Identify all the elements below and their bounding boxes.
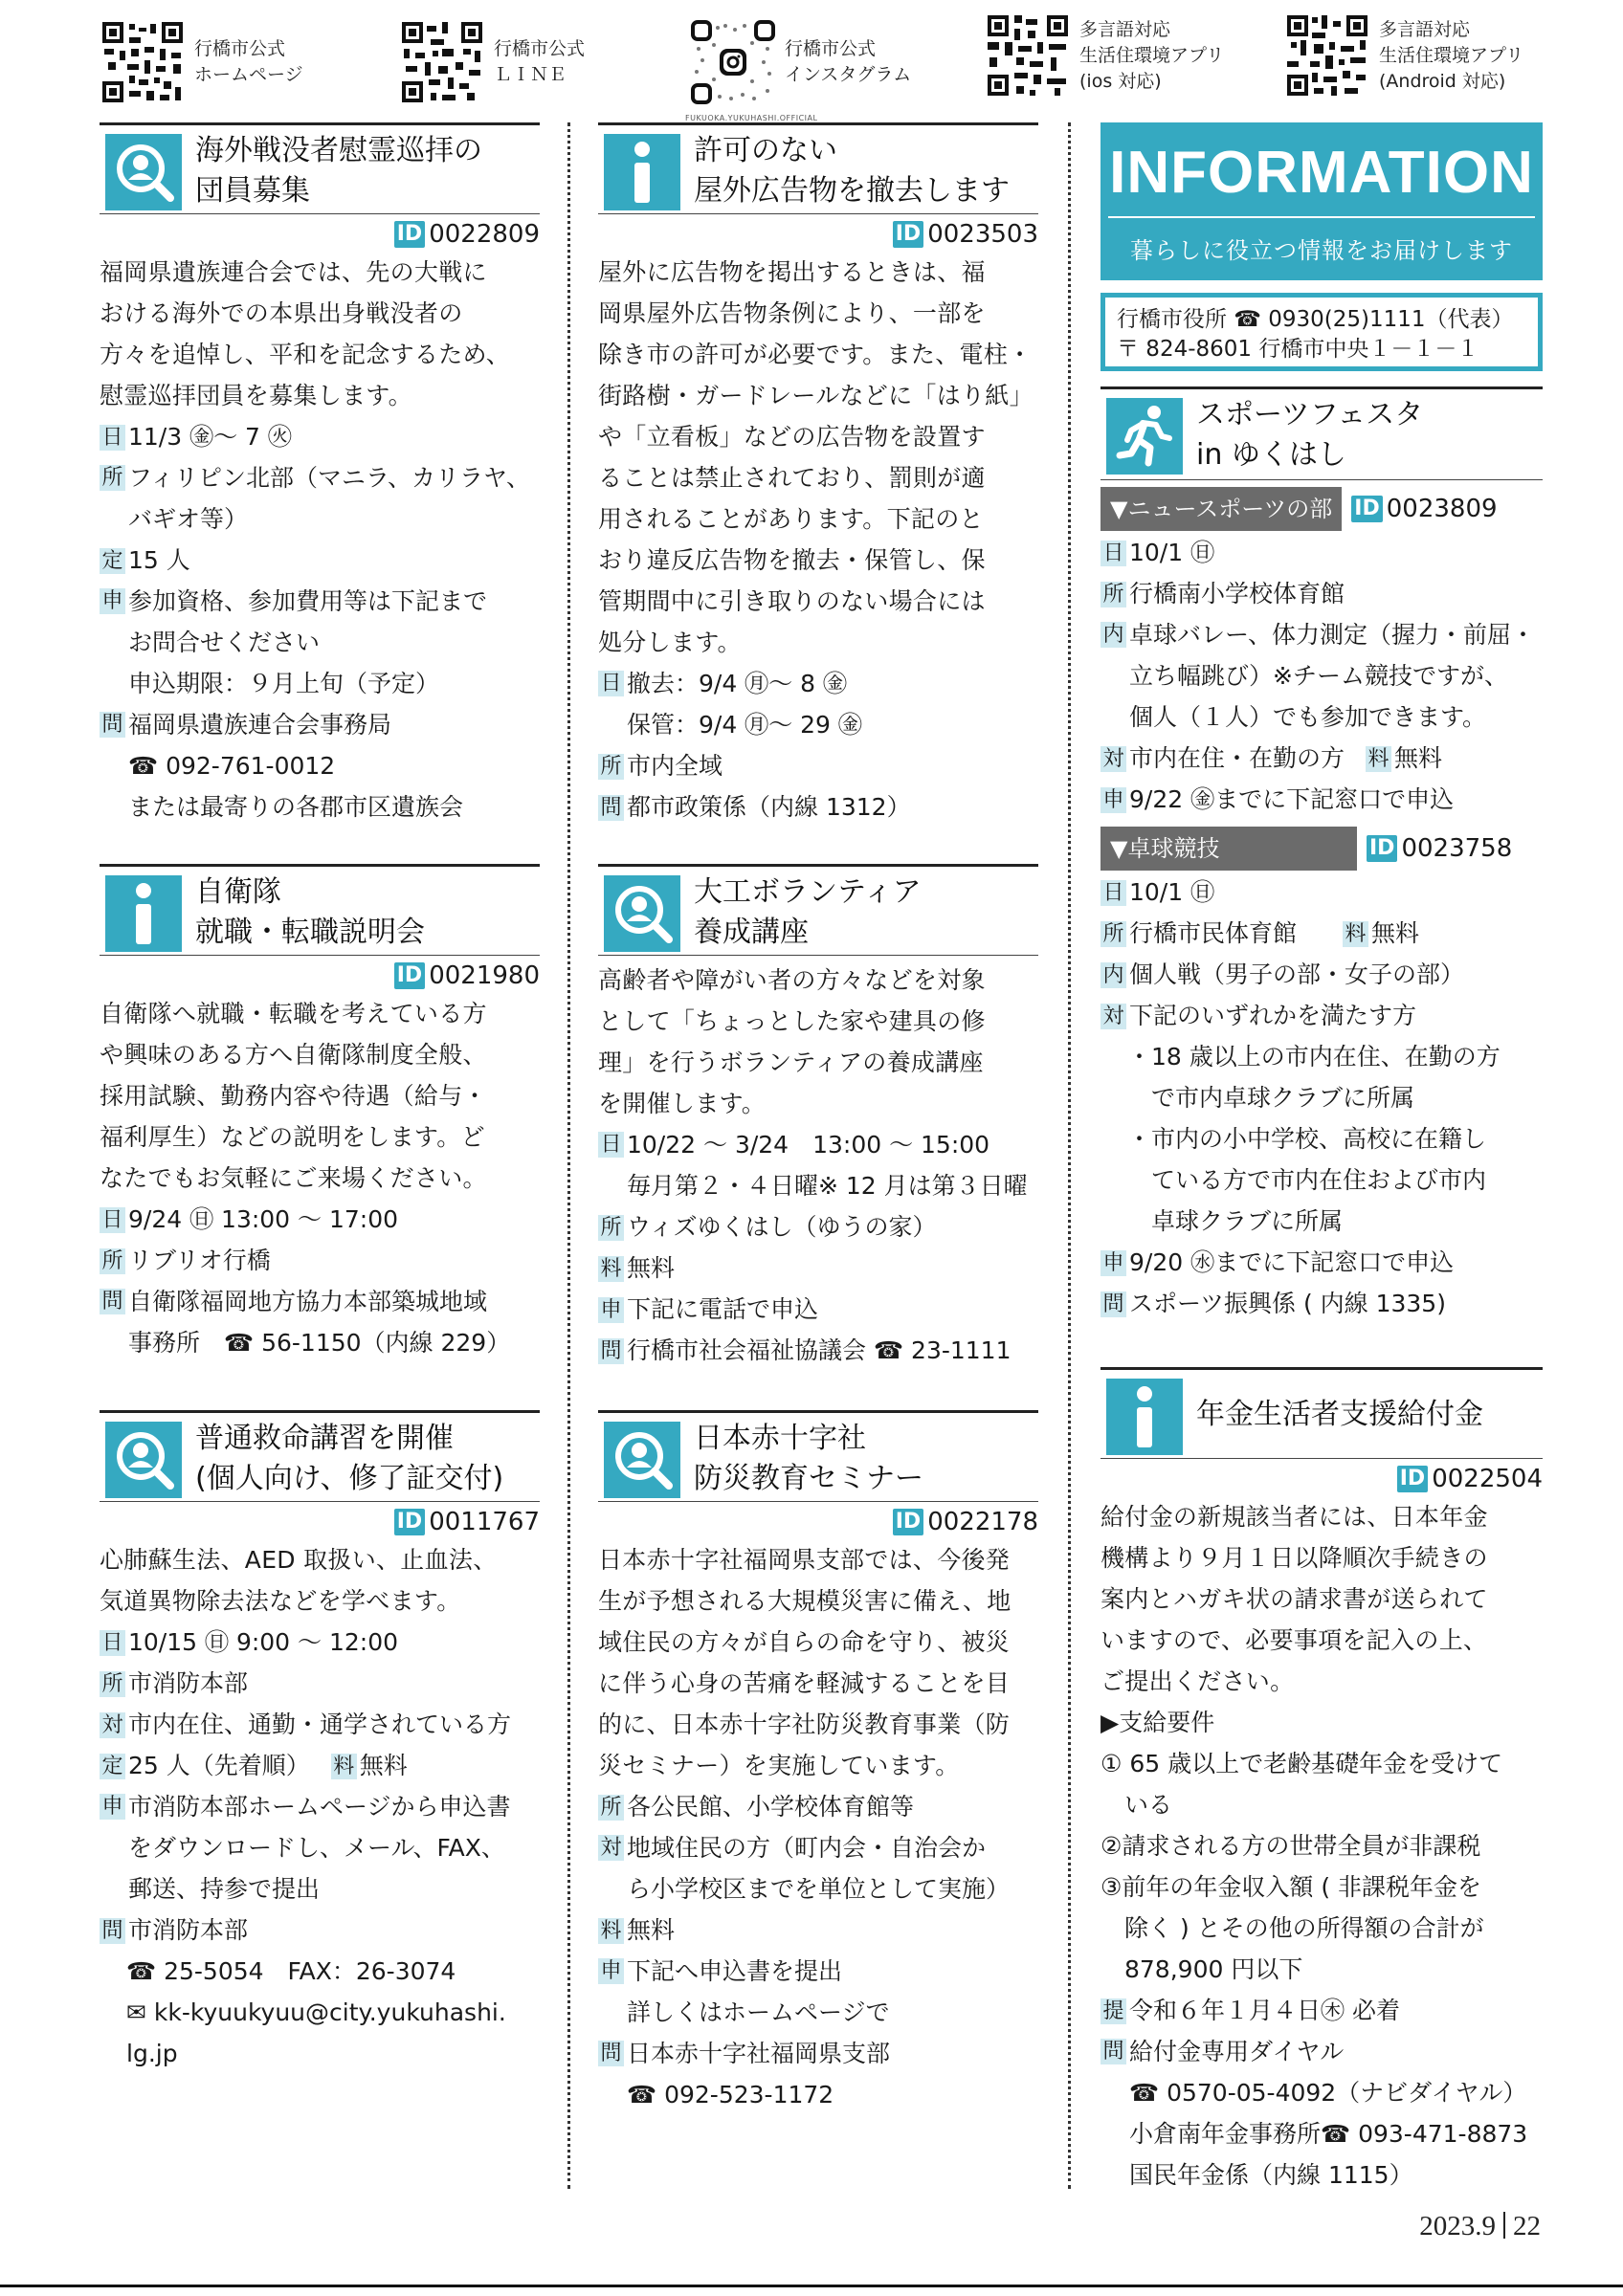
article-id: ID 0011767	[100, 1505, 540, 1539]
article-title: スポーツフェスタ in ゆくはし	[1196, 398, 1424, 472]
article-body: 日本赤十字社福岡県支部では、今後発 生が予想される大規模災害に備え、地 域住民の方々が自らの命を守り、被災 に伴う心身の苦痛を軽減することを目 的に、日本赤十字社防災教育事業（防 災セミナー）を実施しています。	[598, 1546, 1012, 1779]
article-id: ID 0023809	[1351, 495, 1497, 523]
row-content: 内 卓球バレー、体力測定（握力・前屈・ 立ち幅跳び）※チーム競技ですが、 個人（１人）でも参加できます。	[1101, 614, 1543, 738]
row-capacity-fee: 定 25 人（先着順） 料 無料	[100, 1745, 540, 1786]
row-place: 所 各公民館、小学校体育館等	[598, 1786, 1038, 1827]
row-phone: ☎ 25-5054 FAX：26-3074	[126, 1957, 456, 1985]
qr-code-icon	[100, 20, 185, 104]
search-person-icon	[604, 875, 680, 952]
article-body: 給付金の新規該当者には、日本年金 機構より９月１日以降順次手続きの 案内とハガキ状の請求書が送られて いますので、必要事項を記入の上、 ご提出ください。	[1101, 1503, 1488, 1695]
row-target: 対 下記のいずれかを満たす方	[1101, 995, 1543, 1036]
row-place: 所 市消防本部	[100, 1663, 540, 1704]
article-id: ID 0021980	[100, 959, 540, 993]
article-header	[100, 1410, 540, 1502]
row-bullet: ・18 歳以上の市内在住、在勤の方 で市内卓球クラブに所属	[1127, 1043, 1501, 1112]
article-id: ID 0022809	[100, 217, 540, 252]
article-carpentry-volunteer	[598, 864, 1038, 1371]
qr-label: 多言語対応 生活住環境アプリ (ios 対応)	[1079, 18, 1225, 92]
qr-label: 行橋市公式 ＬＩＮＥ	[494, 38, 586, 85]
row-inquiry: 問 都市政策係（内線 1312）	[598, 786, 1038, 828]
article-first-aid	[100, 1410, 540, 2074]
article-header	[1101, 386, 1543, 480]
qr-label: 行橋市公式 ホームページ	[194, 38, 303, 85]
qr-code-icon	[986, 13, 1070, 98]
sub-header-label: ▼卓球競技	[1101, 827, 1357, 871]
row-inquiry: 問 市消防本部	[100, 1910, 540, 1951]
row-requirements-head: ▶支給要件	[1101, 1709, 1215, 1736]
row-place: 所 ウィズゆくはし（ゆうの家）	[598, 1206, 1038, 1247]
article-title: 大工ボランティア 養成講座	[694, 875, 922, 949]
qr-label: 行橋市公式 インスタグラム	[785, 38, 912, 85]
row-requirement: ②請求される方の世帯全員が非課税	[1101, 1832, 1481, 1860]
article-id: ID 0023758	[1367, 834, 1512, 863]
divider	[1503, 2212, 1505, 2239]
page-number: 22	[1513, 2211, 1541, 2241]
article-header	[598, 864, 1038, 956]
sub-header-label: ▼ニュースポーツの部	[1101, 487, 1342, 531]
article-body: 屋外に広告物を掲出するときは、福 岡県屋外広告物条例により、一部を 除き市の許可が必要です。また、電柱・ 街路樹・ガードレールなどに「はり紙」 や「立看板」などの広告物を設置す ることは禁止されており、罰則が適 用されることがあります。下記のと おり違反広告物を撤去・保管し、保 管期間中に引き取りのない場合には 処分します。	[598, 258, 1034, 656]
row-place: 所 フィリピン北部（マニラ、カリラヤ、 バギオ等）	[100, 457, 540, 540]
qr-header	[100, 14, 1536, 122]
qr-app-ios[interactable]	[986, 8, 1224, 103]
article-title: 年金生活者支援給付金	[1196, 1398, 1483, 1431]
article-title: 自衛隊 就職・転職説明会	[195, 875, 425, 949]
column-divider	[1068, 122, 1071, 2189]
article-title: 日本赤十字社 防災教育セミナー	[694, 1422, 923, 1495]
article-sports-festa	[1101, 386, 1543, 1324]
row-bullet: ・市内の小中学校、高校に在籍し ている方で市内在住および市内 卓球クラブに所属	[1127, 1125, 1487, 1235]
article-body: 高齢者や障がい者の方々などを対象 として「ちょっとした家や建具の修 理」を行うボランティアの養成講座 を開催します。	[598, 966, 986, 1117]
article-id: ID 0022178	[598, 1505, 1038, 1539]
article-header	[598, 122, 1038, 214]
row-date: 日 10/1 ㊐	[1101, 872, 1543, 913]
article-title: 海外戦没者慰霊巡拝の 団員募集	[195, 134, 482, 208]
row-date: 日 10/15 ㊐ 9:00 ～ 12:00	[100, 1622, 540, 1663]
row-target: 対 地域住民の方（町内会・自治会か ら小学校区までを単位として実施）	[598, 1827, 1038, 1910]
article-illegal-ads	[598, 122, 1038, 828]
row-content: 内 個人戦（男子の部・女子の部）	[1101, 954, 1543, 995]
article-sdf-career	[100, 864, 540, 1363]
qr-label: 多言語対応 生活住環境アプリ (Android 対応)	[1379, 18, 1524, 92]
row-requirement: ③前年の年金収入額 ( 非課税年金を 除く ) とその他の所得額の合計が 878,900 円以下	[1101, 1873, 1484, 1983]
article-header	[598, 1410, 1038, 1502]
row-place: 所 行橋南小学校体育館	[1101, 573, 1543, 614]
qr-line[interactable]	[400, 14, 585, 110]
qr-homepage[interactable]	[100, 14, 303, 110]
article-pension-support	[1101, 1367, 1543, 2196]
sub-header-new-sports	[1101, 486, 1543, 532]
article-header	[100, 864, 540, 956]
row-target: 対 市内在住、通勤・通学されている方	[100, 1704, 540, 1745]
divider	[1108, 216, 1535, 218]
article-title: 普通救命講習を開催 (個人向け、修了証交付)	[195, 1422, 504, 1495]
row-date: 日 10/1 ㊐	[1101, 532, 1543, 573]
row-inquiry: 問 給付金専用ダイヤル ☎ 0570-05-4092（ナビダイヤル） 小倉南年金事務所☎ 093-471-8873 国民年金係（内線 1115）	[1101, 2031, 1543, 2196]
row-fee: 料 無料	[598, 1247, 1038, 1289]
info-icon	[604, 134, 680, 210]
row-inquiry: 問 スポーツ振興係 ( 内線 1335)	[1101, 1283, 1543, 1324]
search-person-icon	[604, 1422, 680, 1498]
row-capacity: 定 15 人	[100, 540, 540, 581]
row-date: 日 9/24 ㊐ 13:00 ～ 17:00	[100, 1199, 540, 1240]
row-target-fee: 対 市内在住・在勤の方 料 無料	[1101, 738, 1543, 779]
row-inquiry: 問 福岡県遺族連合会事務局 ☎ 092-761-0012 または最寄りの各郡市区遺族会	[100, 704, 540, 828]
information-subtitle: 暮らしに役立つ情報をお届けします	[1130, 237, 1513, 264]
info-icon	[105, 875, 182, 952]
row-apply: 申 下記へ申込書を提出 詳しくはホームページで	[598, 1951, 1038, 2033]
city-office-contact: 行橋市役所 ☎ 0930(25)1111（代表） 〒 824-8601 行橋市中央１－１－１	[1101, 293, 1543, 371]
row-apply: 申 9/20 ㊌までに下記窓口で申込	[1101, 1242, 1543, 1283]
row-place: 所 リブリオ行橋	[100, 1240, 540, 1281]
row-inquiry: 問 日本赤十字社福岡県支部 ☎ 092-523-1172	[598, 2033, 1038, 2115]
instagram-caption: FUKUOKA.YUKUHASHI.OFFICIAL	[685, 114, 818, 122]
row-inquiry: 問 行橋市社会福祉協議会 ☎ 23-1111	[598, 1330, 1038, 1371]
row-fee: 料 無料	[598, 1910, 1038, 1951]
info-icon	[1106, 1379, 1183, 1455]
search-person-icon	[105, 134, 182, 210]
row-date: 日 11/3 ㊎～ 7 ㊋	[100, 416, 540, 457]
page-footer	[1419, 2211, 1541, 2242]
qr-code-icon	[400, 20, 484, 104]
information-banner	[1101, 122, 1543, 280]
article-body: 自衛隊へ就職・転職を考えている方 や興味のある方へ自衛隊制度全般、 採用試験、勤務内容や待遇（給与・ 福利厚生）などの説明をします。ど なたでもお気軽にご来場ください。	[100, 1000, 487, 1192]
row-place-fee: 所 行橋市民体育館 料 無料	[1101, 913, 1543, 954]
qr-code-icon	[1285, 13, 1369, 98]
row-date: 日 撤去：9/4 ㊊～ 8 ㊎ 保管：9/4 ㊊～ 29 ㊎	[598, 663, 1038, 745]
qr-app-android[interactable]	[1285, 8, 1523, 103]
article-id: ID 0022504	[1101, 1462, 1543, 1496]
article-body: 福岡県遺族連合会では、先の大戦に おける海外での本県出身戦没者の 方々を追悼し、平和を記念するため、 慰霊巡拝団員を募集します。	[100, 258, 511, 409]
information-title: INFORMATION	[1109, 140, 1534, 206]
row-date: 日 10/22 ～ 3/24 13:00 ～ 15:00 毎月第２・４日曜※ 12 月は第３日曜	[598, 1124, 1038, 1206]
row-apply: 申 下記に電話で申込	[598, 1289, 1038, 1330]
row-submit: 提 令和６年１月４日㊍ 必着	[1101, 1990, 1543, 2031]
article-red-cross-seminar	[598, 1410, 1038, 2115]
row-apply: 申 参加資格、参加費用等は下記まで お問合せください 申込期限：９月上旬（予定）	[100, 581, 540, 704]
row-place: 所 市内全域	[598, 745, 1038, 786]
article-memorial-pilgrimage	[100, 122, 540, 828]
sub-header-table-tennis	[1101, 826, 1543, 872]
row-email[interactable]: ✉ kk-kyuukyuu@city.yukuhashi. lg.jp	[126, 1998, 506, 2067]
article-body: 心肺蘇生法、AED 取扱い、止血法、 気道異物除去法などを学べます。	[100, 1546, 498, 1615]
article-header	[100, 122, 540, 214]
bottom-rule	[0, 2285, 1623, 2287]
row-inquiry: 問 自衛隊福岡地方協力本部築城地域 事務所 ☎ 56-1150（内線 229）	[100, 1281, 540, 1363]
qr-instagram[interactable]	[685, 14, 912, 122]
article-id: ID 0023503	[598, 217, 1038, 252]
article-header	[1101, 1367, 1543, 1459]
qr-code-icon	[685, 20, 818, 122]
row-apply: 申 9/22 ㊎までに下記窓口で申込	[1101, 779, 1543, 820]
row-apply: 申 市消防本部ホームページから申込書 をダウンロードし、メール、FAX、 郵送、持参で提出	[100, 1786, 540, 1910]
issue-date: 2023.9	[1419, 2211, 1496, 2241]
search-person-icon	[105, 1422, 182, 1498]
row-requirement: ① 65 歳以上で老齢基礎年金を受けて いる	[1101, 1750, 1503, 1819]
running-person-icon	[1106, 398, 1183, 475]
article-title: 許可のない 屋外広告物を撤去します	[694, 134, 1010, 208]
column-divider	[567, 122, 570, 2189]
